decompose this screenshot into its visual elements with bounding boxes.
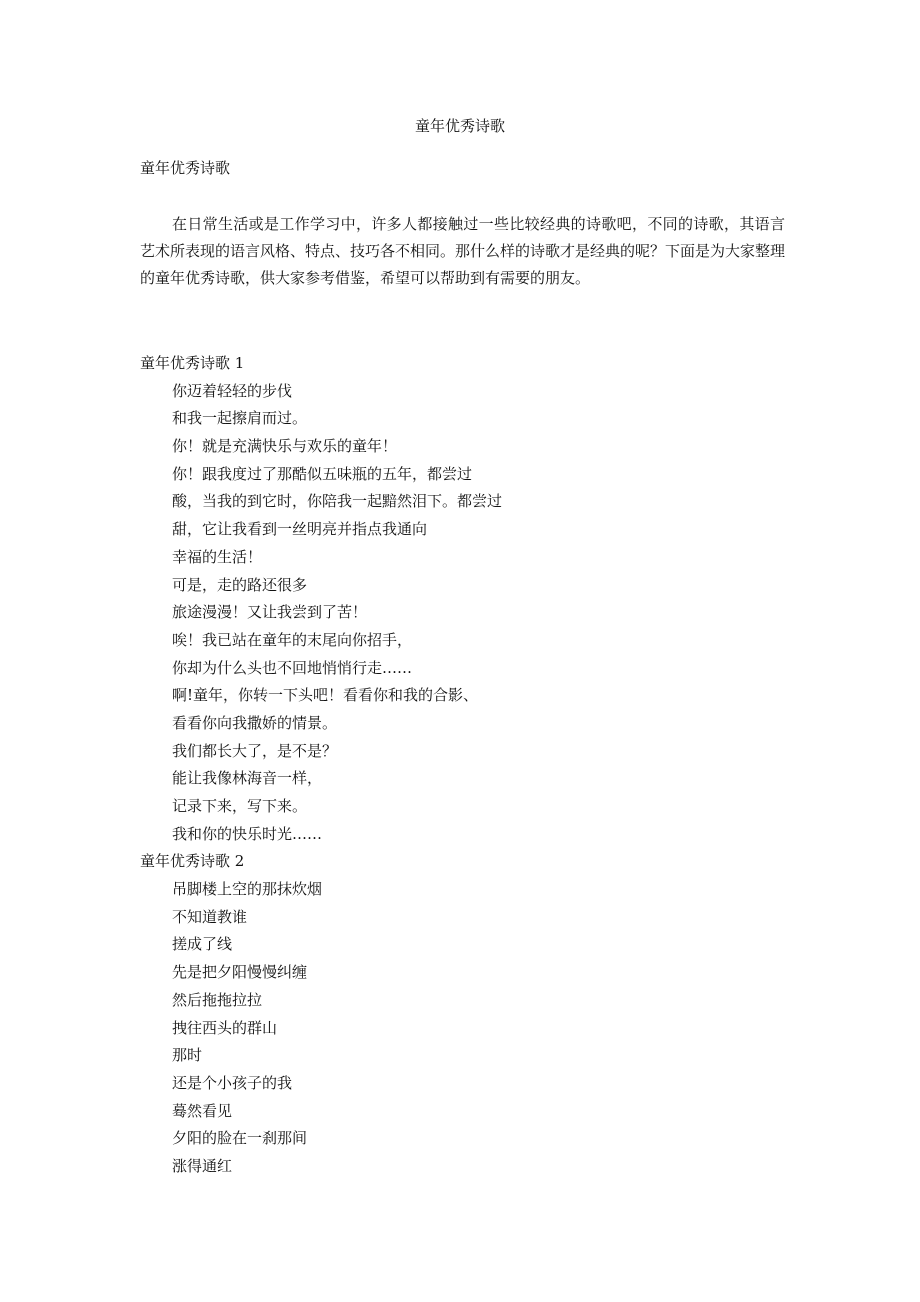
poem-line: 唉！我已站在童年的末尾向你招手，	[172, 630, 413, 649]
intro-paragraph: 在日常生活或是工作学习中，许多人都接触过一些比较经典的诗歌吧，不同的诗歌，其语言艺术所表现的语言风格、特点、技巧各不相同。那什么样的诗歌才是经典的呢？下面是为大家整理的童年优秀诗歌，供大家参考借鉴，希望可以帮助到有需要的朋友。	[140, 215, 786, 287]
poem-line: 那时	[172, 1046, 203, 1065]
poem-line: 我和你的快乐时光……	[172, 824, 323, 843]
poem-line: 酸，当我的到它时，你陪我一起黯然泪下。都尝过	[172, 492, 503, 511]
poem-heading: 童年优秀诗歌 1	[140, 354, 245, 372]
poem-heading: 童年优秀诗歌 2	[140, 852, 245, 871]
poem-line: 吊脚楼上空的那抹炊烟	[172, 880, 323, 899]
poem-line: 可是，走的路还很多	[172, 575, 308, 594]
poem-line: 夕阳的脸在一刹那间	[172, 1129, 308, 1148]
poem-line: 记录下来，写下来。	[172, 797, 308, 815]
poem-line: 和我一起擦肩而过。	[172, 409, 308, 428]
poem-line: 看看你向我撒娇的情景。	[172, 713, 338, 732]
document-title: 童年优秀诗歌	[414, 117, 505, 135]
poem-line: 你却为什么头也不回地悄悄行走……	[172, 658, 413, 677]
poem-line: 我们都长大了，是不是？	[172, 741, 338, 760]
poem-line: 先是把夕阳慢慢纠缠	[172, 963, 308, 982]
poem-line: 你！就是充满快乐与欢乐的童年！	[172, 437, 398, 456]
poem-line: 你！跟我度过了那酷似五味瓶的五年，都尝过	[172, 464, 473, 483]
poem-line: 甜，它让我看到一丝明亮并指点我通向	[172, 520, 428, 539]
poem-line: 不知道教谁	[172, 907, 248, 926]
poem-line: 然后拖拖拉拉	[172, 990, 263, 1009]
poem-line: 拽往西头的群山	[172, 1018, 278, 1037]
poems-section	[140, 350, 780, 1181]
poem-line: 能让我像林海音一样，	[172, 769, 323, 788]
poem-line: 还是个小孩子的我	[172, 1073, 293, 1092]
poem-line: 旅途漫漫！又让我尝到了苦！	[172, 603, 368, 622]
poem-line: 幸福的生活！	[172, 547, 263, 566]
poem-line: 涨得通红	[172, 1156, 233, 1175]
document-subtitle: 童年优秀诗歌	[140, 159, 231, 177]
poem-line: 你迈着轻轻的步伐	[172, 381, 293, 400]
poem-line: 搓成了线	[172, 935, 233, 954]
poem-line: 啊!童年，你转一下头吧！看看你和我的合影、	[172, 686, 479, 705]
poem-line: 蓦然看见	[172, 1101, 233, 1120]
